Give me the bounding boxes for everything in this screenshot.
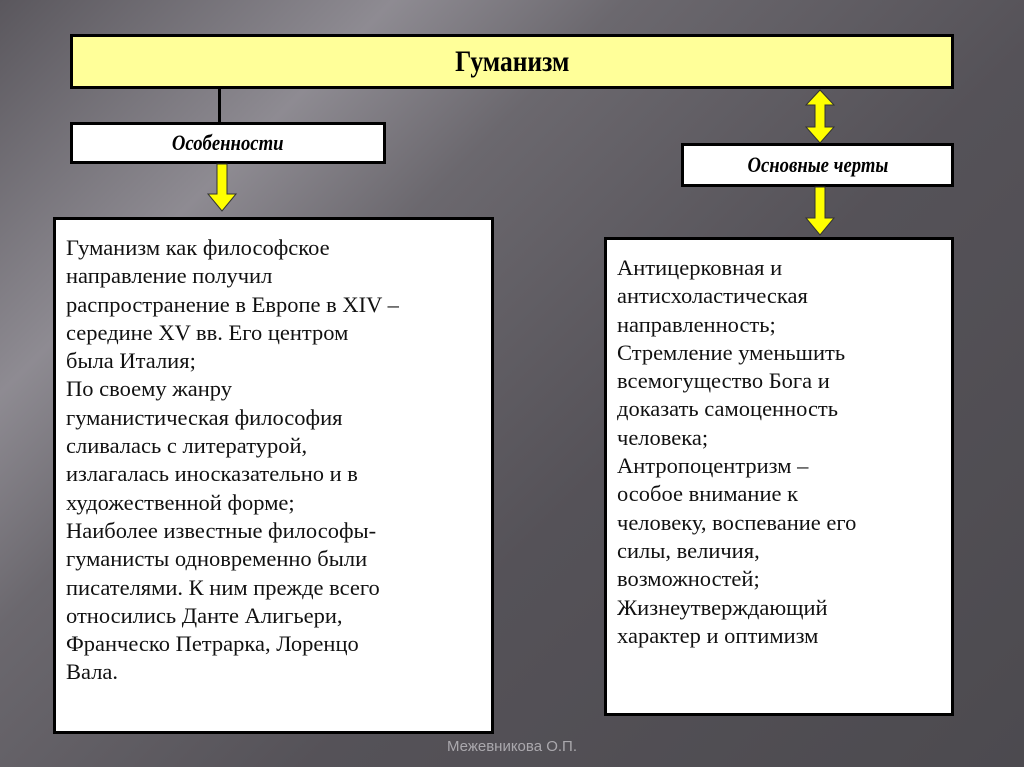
text-line: Антицерковная и bbox=[617, 255, 783, 280]
footer-author: Межевникова О.П. bbox=[446, 738, 577, 755]
traits-text-box bbox=[604, 237, 954, 716]
title-box bbox=[70, 34, 954, 89]
arrow-down-icon bbox=[207, 164, 237, 212]
text-line: силы, величия, bbox=[617, 537, 760, 563]
traits-box bbox=[681, 143, 954, 187]
text-line: Жизнеутверждающий bbox=[617, 594, 828, 620]
text-line: По своему жанру bbox=[66, 376, 232, 402]
text-line: середине XV вв. Его центром bbox=[66, 319, 349, 345]
text-line: Вала. bbox=[66, 659, 119, 685]
text-line: распространение в Европе в XIV – bbox=[66, 291, 399, 317]
text-line: Гуманизм как философское bbox=[66, 235, 330, 260]
text-line: возможностей; bbox=[617, 566, 760, 592]
text-line: была Италия; bbox=[66, 348, 196, 374]
text-line: Антропоцентризм – bbox=[617, 453, 809, 479]
traits-label: Основные черты bbox=[747, 152, 888, 177]
features-label: Особенности bbox=[172, 130, 284, 155]
features-box bbox=[70, 122, 386, 164]
text-line: направление получил bbox=[66, 263, 273, 289]
double-arrow-icon bbox=[805, 89, 835, 144]
connector-line bbox=[218, 88, 221, 123]
text-line: художественной форме; bbox=[66, 489, 295, 515]
text-line: человеку, воспевание его bbox=[617, 509, 857, 535]
text-line: всемогущество Бога и bbox=[617, 368, 830, 394]
title-text: Гуманизм bbox=[454, 44, 570, 78]
text-line: особое внимание к bbox=[617, 481, 799, 507]
text-line: антисхоластическая bbox=[617, 283, 808, 309]
text-line: Наиболее известные философы- bbox=[66, 517, 377, 543]
text-line: относились Данте Алигьери, bbox=[66, 602, 343, 628]
text-line: Стремление уменьшить bbox=[617, 339, 846, 365]
text-line: гуманистическая философия bbox=[66, 404, 343, 430]
text-line: Франческо Петрарка, Лоренцо bbox=[66, 631, 359, 657]
arrow-down-icon bbox=[805, 187, 835, 236]
features-text-box bbox=[53, 217, 494, 734]
text-line: гуманисты одновременно были bbox=[66, 546, 368, 572]
text-line: человека; bbox=[617, 424, 709, 450]
text-line: писателями. К ним прежде всего bbox=[66, 574, 380, 600]
text-line: направленность; bbox=[617, 311, 776, 337]
text-line: доказать самоценность bbox=[617, 396, 839, 422]
text-line: сливалась с литературой, bbox=[66, 433, 308, 459]
text-line: характер и оптимизм bbox=[617, 622, 819, 648]
text-line: излагалась иносказательно и в bbox=[66, 461, 358, 487]
